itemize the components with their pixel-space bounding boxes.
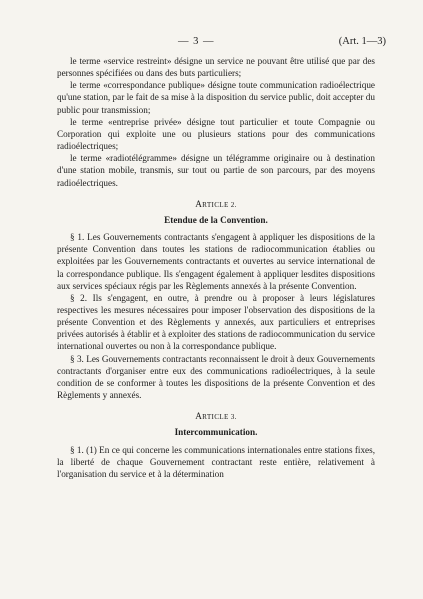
page-number: — 3 — xyxy=(178,36,215,47)
definition-paragraph: le terme «radiotélégramme» désigne un télégramme originaire ou à destination d'une station mobile, transmis, sur tout ou partie de son parcours, par des moyens radioélectriques. xyxy=(57,153,375,188)
document-body xyxy=(57,55,375,480)
article-3-heading-rest: RTICLE 3. xyxy=(202,413,237,422)
article-2-section xyxy=(57,198,375,402)
article-2-title: Etendue de la Convention. xyxy=(164,214,268,225)
article-reference: (Art. 1—3) xyxy=(338,36,386,47)
article-3-paragraph-1: § 1. (1) En ce qui concerne les communications internationales entre stations fixes, la liberté de chaque Gouvernement contractant reste entière, relativement à l'organisation du service et à la détermination xyxy=(57,444,375,479)
definition-paragraph: le terme «entreprise privée» désigne tout particulier et toute Compagnie ou Corporation qui exploite une ou plusieurs stations pour des communications radioélectriques; xyxy=(57,116,375,152)
article-3-heading-initial: A xyxy=(195,411,203,422)
article-3-section xyxy=(57,410,375,480)
article-2-heading xyxy=(57,198,375,211)
article-2-heading-rest: RTICLE 2. xyxy=(202,200,237,209)
article-3-heading xyxy=(57,410,375,423)
article-3-title: Intercommunication. xyxy=(174,427,258,438)
running-header xyxy=(0,36,423,50)
definition-paragraph: le terme «correspondance publique» désigne toute communication radioélectrique qu'une station, par le fait de sa mise à la disposition du service public, doit accepter du public pour transmission; xyxy=(57,80,375,115)
article-2-paragraph-2: § 2. Ils s'engagent, en outre, à prendre ou à proposer à leurs législatures respectives les mesures nécessaires pour imposer l'observation des dispositions de la présente Convention et des Règlements y annexés, aux particuliers et entreprises privées autorisés à établir et à exploiter des stations de radiocommunication du service international ouvertes ou non à la correspondance publique. xyxy=(57,292,375,352)
article-2-paragraph-1: § 1. Les Gouvernements contractants s'engagent à appliquer les dispositions de la présente Convention dans toutes les stations de radiocommunication établies ou exploitées par les Gouvernements contractants et ouvertes au service international de la correspondance publique. Ils s'engagent également à appliquer lesdites dispositions aux services spéciaux régis par les Règlements annexés à la présente Convention. xyxy=(57,232,375,291)
definition-paragraph: le terme «service restreint» désigne un service ne pouvant être utilisé que par des personnes spécifiées ou dans des buts particuliers; xyxy=(57,56,375,79)
article-2-paragraph-3: § 3. Les Gouvernements contractants reconnaissent le droit à deux Gouvernements contractants d'organiser entre eux des communications radioélectriques, à la seule condition de se conformer à toutes les dispositions de la présente Convention et des Règlements y annexés. xyxy=(57,353,375,401)
article-2-heading-initial: A xyxy=(195,198,203,209)
definitions-section xyxy=(57,55,375,189)
